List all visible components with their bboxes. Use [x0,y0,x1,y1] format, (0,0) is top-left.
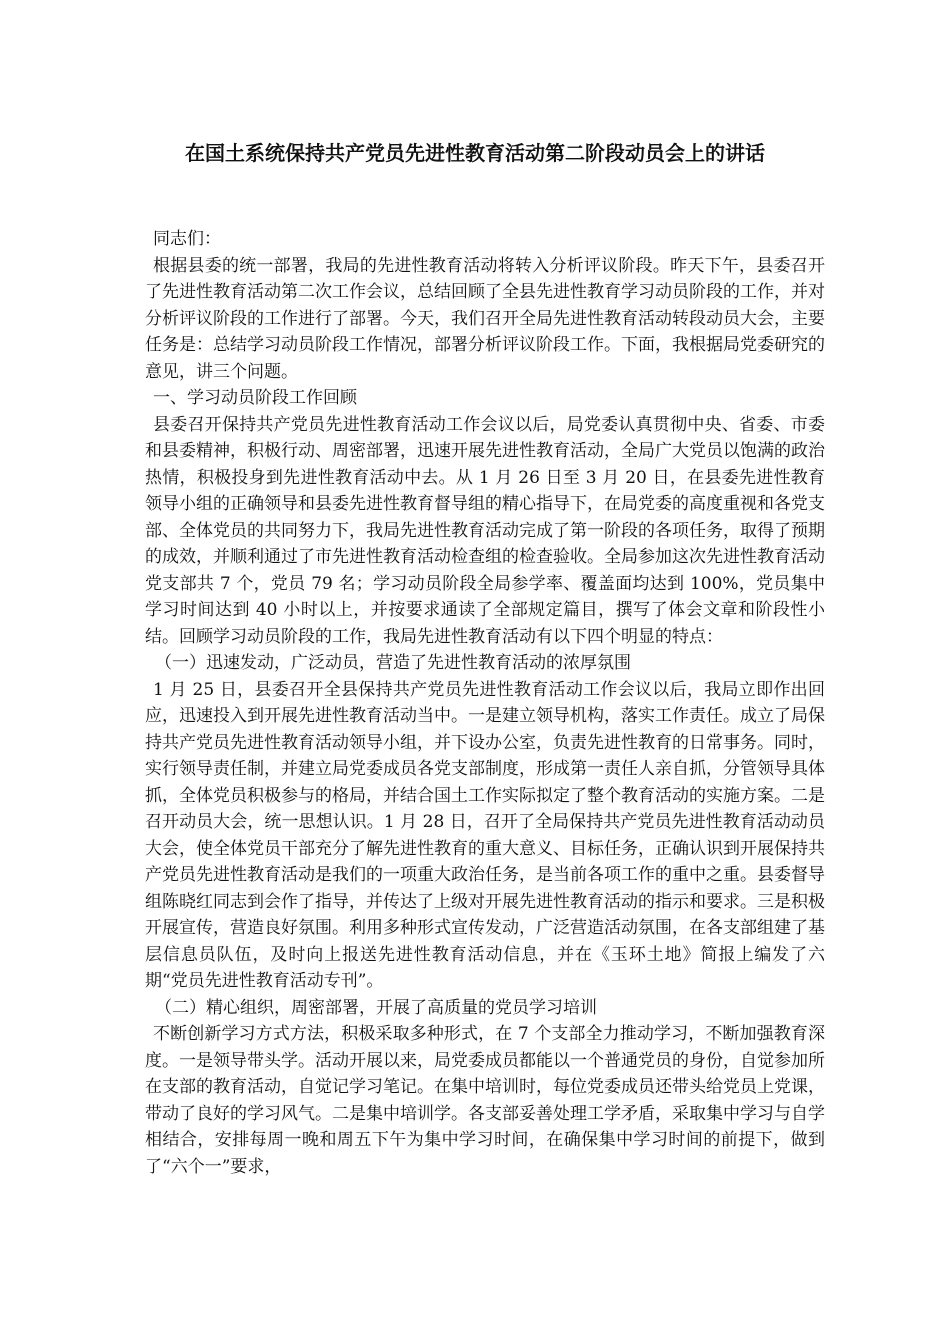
document-title: 在国土系统保持共产党员先进性教育活动第二阶段动员会上的讲话 [185,141,765,165]
subsection-heading: （二）精心组织，周密部署，开展了高质量的党员学习培训 [155,997,597,1018]
document-body [145,226,825,1180]
section-heading: 一、学习动员阶段工作回顾 [153,388,357,408]
body-paragraph: 1 月 25 日，县委召开全县保持共产党员先进性教育活动工作会议以后，我局立即作出回应，迅速投入到开展先进性教育活动当中。一是建立领导机构，落实工作责任。成立了局保持共产党员先进性教育活动领导小组，并下设办公室，负责先进性教育的日常事务。同时，实行领导责任制，并建立局党委成员各党支部制度，形成第一责任人亲自抓，分管领导具体抓，全体党员积极参与的格局，并结合国土工作实际拟定了整个教育活动的实施方案。二是召开动员大会，统一思想认识。1 月 28 日，召开了全局保持共产党员先进性教育活动动员大会，使全体党员干部充分了解先进性教育的重大意义、目标任务，正确认识到开展保持共产党员先进性教育活动是我们的一项重大政治任务，是当前各项工作的重中之重。县委督导组陈晓红同志到会作了指导，并传达了上级对开展先进性教育活动的指示和要求。三是积极开展宣传，营造良好氛围。利用多种形式宣传发动，广泛营造活动氛围，在各支部组建了基层信息员队伍，及时向上报送先进性教育活动信息，并在《玉环土地》简报上编发了六期“党员先进性教育活动专刊”。 [145,679,825,991]
subsection-heading: （一）迅速发动，广泛动员，营造了先进性教育活动的浓厚氛围 [155,653,631,673]
body-paragraph: 不断创新学习方式方法，积极采取多种形式，在 7 个支部全力推动学习，不断加强教育深度。一是领导带头学。活动开展以来，局党委成员都能以一个普通党员的身份，自觉参加所在支部的教育活动，自觉记学习笔记。在集中培训时，每位党委成员还带头给党员上党课，带动了良好的学习风气。二是集中培训学。各支部妥善处理工学矛盾，采取集中学习与自学相结合，安排每周一晚和周五下午为集中学习时间，在确保集中学习时间的前提下，做到了“六个一”要求， [145,1024,825,1177]
body-paragraph: 县委召开保持共产党员先进性教育活动工作会议以后，局党委认真贯彻中央、省委、市委和县委精神，积极行动、周密部署，迅速开展先进性教育活动，全局广大党员以饱满的政治热情，积极投身到先进性教育活动中去。从 1 月 26 日至 3 月 20 日，在县委先进性教育领导小组的正确领导和县委先进性教育督导组的精心指导下，在局党委的高度重视和各党支部、全体党员的共同努力下，我局先进性教育活动完成了第一阶段的各项任务，取得了预期的成效，并顺利通过了市先进性教育活动检查组的检查验收。全局参加这次先进性教育活动党支部共 7 个，党员 79 名；学习动员阶段全局参学率、覆盖面均达到 100%，党员集中学习时间达到 40 小时以上，并按要求通读了全部规定篇目，撰写了体会文章和阶段性小结。回顾学习动员阶段的工作，我局先进性教育活动有以下四个明显的特点： [145,414,825,647]
body-paragraph: 根据县委的统一部署，我局的先进性教育活动将转入分析评议阶段。昨天下午，县委召开了先进性教育活动第二次工作会议，总结回顾了全县先进性教育学习动员阶段的工作，并对分析评议阶段的工作进行了部署。今天，我们召开全局先进性教育活动转段动员大会，主要任务是：总结学习动员阶段工作情况，部署分析评议阶段工作。下面，我根据局党委研究的意见，讲三个问题。 [145,255,825,382]
salutation: 同志们： [153,229,221,249]
